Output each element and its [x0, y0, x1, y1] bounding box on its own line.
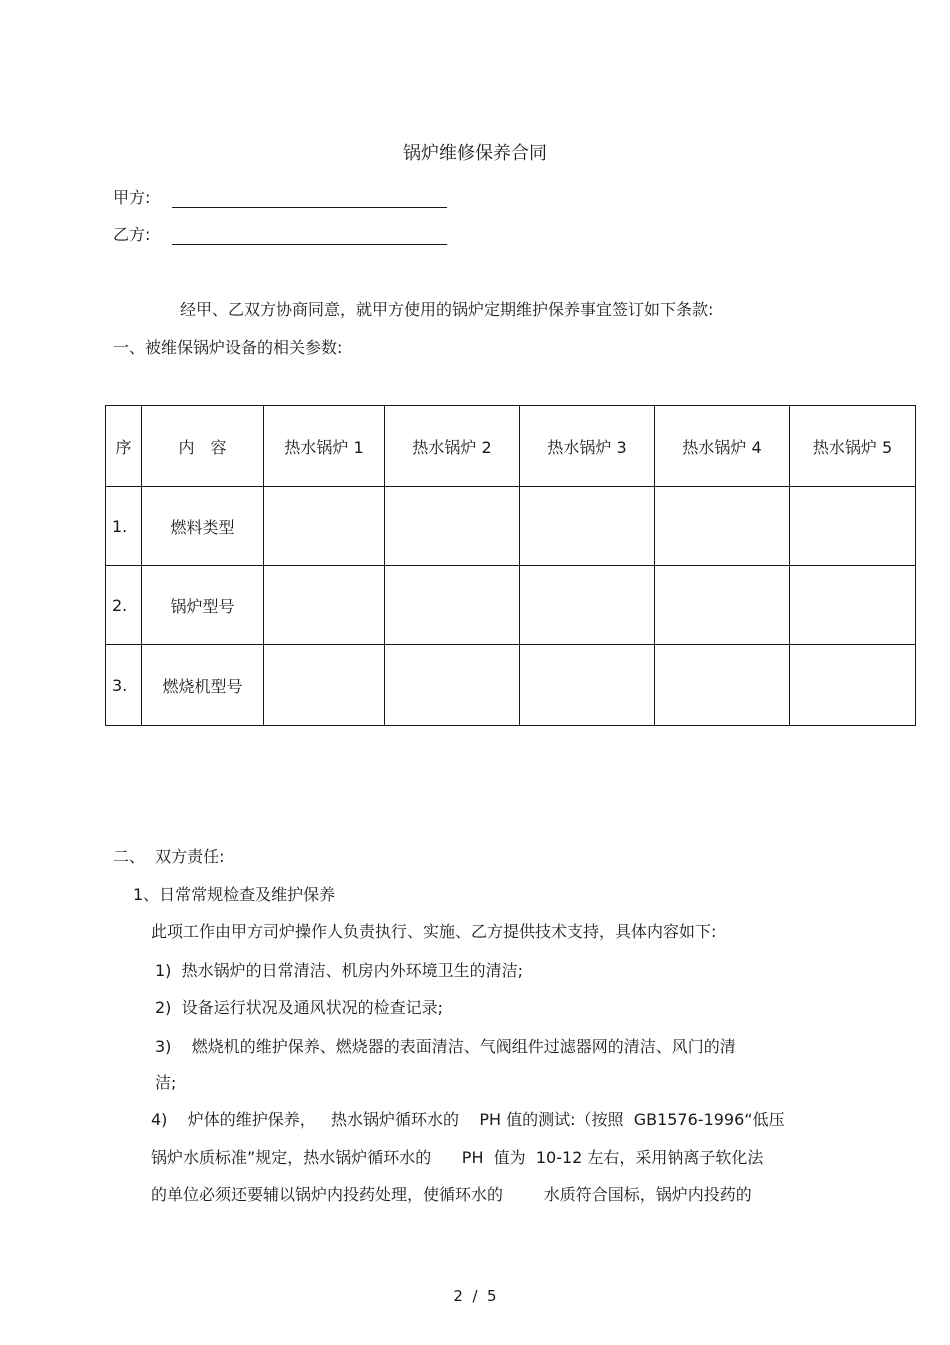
section2-heading: 二、 双方责任:	[113, 847, 225, 866]
table-cell	[790, 487, 916, 566]
intro-paragraph: 经甲、乙双方协商同意，就甲方使用的锅炉定期维护保养事宜签订如下条款:	[180, 300, 714, 319]
table-cell	[790, 645, 916, 726]
table-cell	[520, 566, 655, 645]
table-cell	[264, 487, 385, 566]
header-boiler-3: 热水锅炉 3	[520, 406, 655, 487]
table-row	[106, 487, 916, 566]
row-content: 燃烧机型号	[142, 645, 264, 726]
table-cell	[655, 487, 790, 566]
table-row	[106, 645, 916, 726]
table-header-row	[106, 406, 916, 487]
table-cell	[264, 645, 385, 726]
page-number: 2 / 5	[453, 1287, 497, 1305]
list-item-continuation: 锅炉水质标准”规定，热水锅炉循环水的 PH 值为 10-12 左右，采用钠离子软化法	[151, 1148, 764, 1167]
party-a-blank-line	[172, 207, 447, 208]
table-cell	[385, 566, 520, 645]
subsection1-heading: 1、日常常规检查及维护保养	[133, 885, 336, 904]
party-a-label: 甲方:	[113, 188, 151, 207]
party-b-blank-line	[172, 244, 447, 245]
list-item: 4) 炉体的维护保养， 热水锅炉循环水的 PH 值的测试:（按照 GB1576-1996“低压	[151, 1110, 785, 1129]
header-boiler-4: 热水锅炉 4	[655, 406, 790, 487]
list-item-continuation: 的单位必须还要辅以锅炉内投药处理，使循环水的 水质符合国标，锅炉内投药的	[151, 1185, 752, 1204]
table-cell	[264, 566, 385, 645]
table-cell	[520, 645, 655, 726]
header-boiler-1: 热水锅炉 1	[264, 406, 385, 487]
header-boiler-2: 热水锅炉 2	[385, 406, 520, 487]
list-item: 1) 热水锅炉的日常清洁、机房内外环境卫生的清洁;	[155, 961, 523, 980]
row-content: 燃料类型	[142, 487, 264, 566]
table-cell	[520, 487, 655, 566]
boiler-parameter-table	[105, 405, 916, 726]
list-item: 2) 设备运行状况及通风状况的检查记录;	[155, 998, 443, 1017]
table-cell	[385, 645, 520, 726]
table-row	[106, 566, 916, 645]
header-seq: 序	[106, 406, 142, 487]
party-b-label: 乙方:	[113, 225, 151, 244]
row-number: 3.	[106, 645, 142, 726]
table-cell	[655, 566, 790, 645]
subsection1-intro: 此项工作由甲方司炉操作人负责执行、实施、乙方提供技术支持，具体内容如下:	[151, 922, 717, 941]
list-item-continuation: 洁;	[155, 1073, 177, 1092]
document-title: 锅炉维修保养合同	[403, 143, 547, 164]
table-cell	[790, 566, 916, 645]
table-cell	[655, 645, 790, 726]
header-content: 内 容	[142, 406, 264, 487]
row-number: 2.	[106, 566, 142, 645]
list-item: 3) 燃烧机的维护保养、燃烧器的表面清洁、气阀组件过滤器网的清洁、风门的清	[155, 1037, 736, 1056]
row-content: 锅炉型号	[142, 566, 264, 645]
section1-heading: 一、被维保锅炉设备的相关参数:	[113, 338, 343, 357]
table-cell	[385, 487, 520, 566]
row-number: 1.	[106, 487, 142, 566]
header-boiler-5: 热水锅炉 5	[790, 406, 916, 487]
